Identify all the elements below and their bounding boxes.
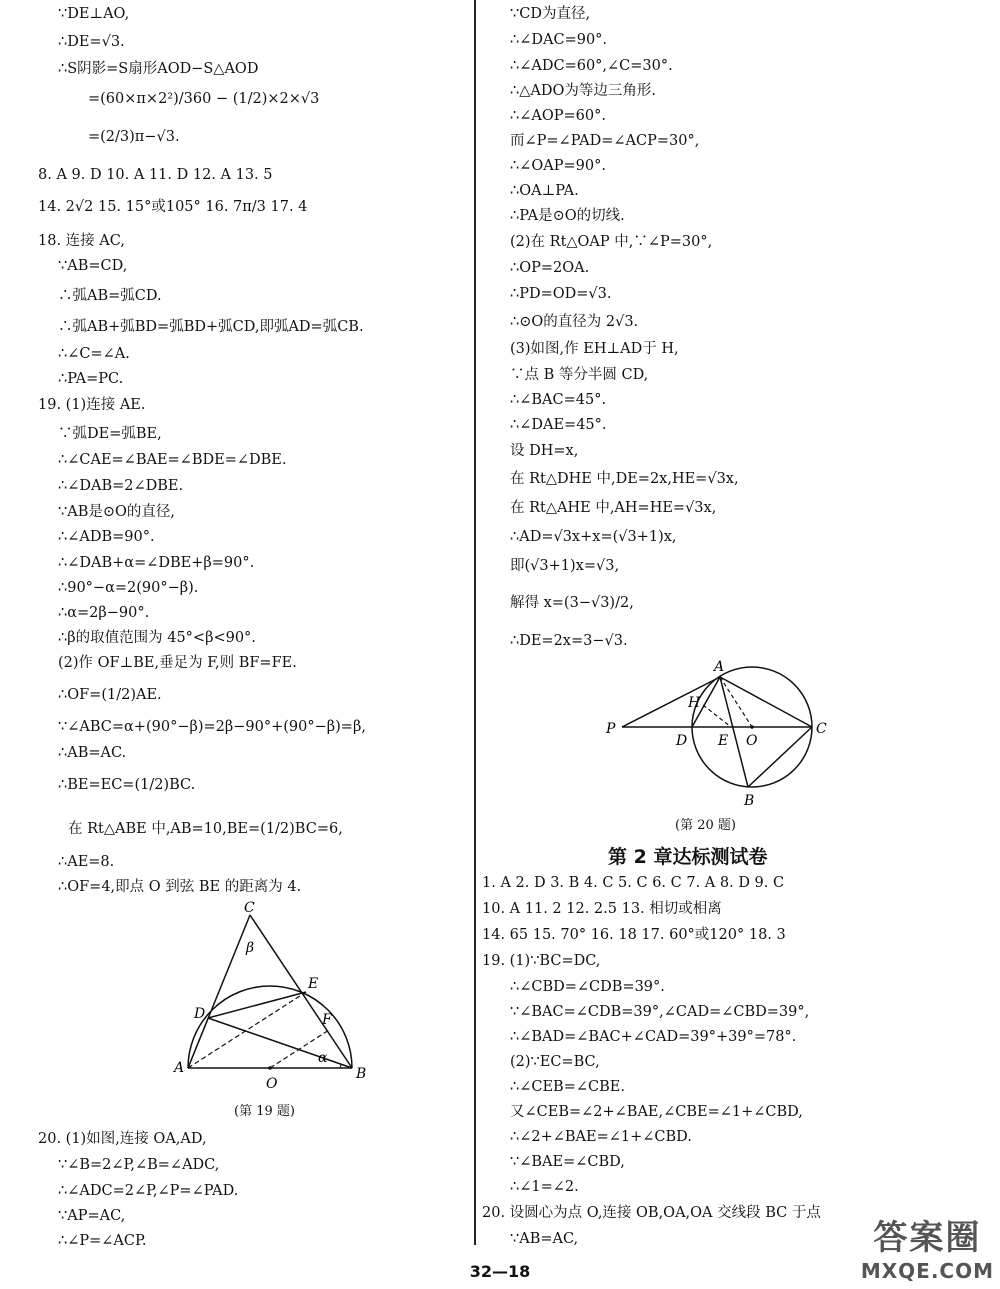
text-line: ∵AB=AC, — [510, 1231, 579, 1247]
text-line: ∴∠CEB=∠CBE. — [510, 1079, 625, 1095]
text-line: ∵点 B 等分半圆 CD, — [510, 367, 649, 383]
text-line: 19. (1)连接 AE. — [38, 397, 146, 413]
segment-he-dashed — [703, 705, 731, 727]
text-line: ∴α=2β−90°. — [58, 605, 150, 621]
text-line: 在 Rt△ABE 中,AB=10,BE=(1/2)BC=6, — [68, 821, 343, 837]
text-line: ∵∠BAC=∠CDB=39°,∠CAD=∠CBD=39°, — [510, 1004, 810, 1020]
text-line: 18. 连接 AC, — [38, 233, 125, 249]
text-line: ∵AB是⊙O的直径, — [58, 504, 175, 520]
label-alpha: α — [318, 1050, 328, 1066]
text-line: ∴OF=(1/2)AE. — [58, 687, 162, 703]
text-line: ∴β的取值范围为 45°<β<90°. — [58, 630, 256, 646]
text-line: ∴∠CBD=∠CDB=39°. — [510, 979, 665, 995]
text-line: ∴⊙O的直径为 2√3. — [510, 314, 639, 330]
text-line: ∴BE=EC=(1/2)BC. — [58, 777, 196, 793]
text-line: ∴AD=√3x+x=(√3+1)x, — [510, 529, 677, 545]
figure-19-caption: (第 19 题) — [234, 1104, 295, 1119]
label-e: E — [308, 976, 319, 992]
segment-ae-dashed — [188, 992, 306, 1068]
text-line: ∴∠P=∠ACP. — [58, 1233, 147, 1249]
text-line: ∴∠ADC=60°,∠C=30°. — [510, 58, 673, 74]
text-line: 20. (1)如图,连接 OA,AD, — [38, 1131, 207, 1147]
text-line: ∴DE=2x=3−√3. — [510, 633, 628, 649]
watermark-url: MXQE.COM — [860, 1259, 994, 1283]
answer-line: 10. A 11. 2 12. 2.5 13. 相切或相离 — [482, 901, 722, 917]
segment-cb — [250, 915, 352, 1068]
text-line: ∴DE=√3. — [58, 34, 125, 50]
text-line: ∵AP=AC, — [58, 1208, 126, 1224]
label-o: O — [746, 733, 758, 749]
text-line: 19. (1)∵BC=DC, — [482, 953, 601, 969]
text-line: ∴∠AOP=60°. — [510, 108, 606, 124]
text-line: ∵∠B=2∠P,∠B=∠ADC, — [58, 1157, 220, 1173]
label-b: B — [356, 1066, 367, 1082]
text-line: ∴∠C=∠A. — [58, 346, 130, 362]
text-line: ∴∠ADC=2∠P,∠P=∠PAD. — [58, 1183, 239, 1199]
figure-20-caption: (第 20 题) — [675, 818, 736, 833]
text-line: ∴PA是⊙O的切线. — [510, 208, 625, 224]
text-line: ∴AE=8. — [58, 854, 115, 870]
label-h: H — [688, 695, 701, 711]
text-line: ∴OF=4,即点 O 到弦 BE 的距离为 4. — [58, 879, 302, 895]
text-line: ∴∠OAP=90°. — [510, 158, 606, 174]
text-line: ∴弧AB+弧BD=弧BD+弧CD,即弧AD=弧CB. — [58, 319, 364, 335]
text-line: ∴OP=2OA. — [510, 260, 590, 276]
answer-line: 1. A 2. D 3. B 4. C 5. C 6. C 7. A 8. D 9. C — [482, 875, 785, 891]
text-line: (3)如图,作 EH⊥AD于 H, — [510, 341, 679, 357]
label-b: B — [744, 793, 755, 809]
answer-line: 8. A 9. D 10. A 11. D 12. A 13. 5 — [38, 167, 273, 183]
figure-19 — [170, 900, 410, 1100]
label-c: C — [816, 721, 827, 737]
text-line: ∴∠BAD=∠BAC+∠CAD=39°+39°=78°. — [510, 1029, 797, 1045]
text-line: ∴S阴影=S扇形AOD−S△AOD — [58, 61, 259, 77]
text-line: (2)∵EC=BC, — [510, 1054, 600, 1070]
label-beta: β — [246, 940, 255, 956]
text-line: 在 Rt△DHE 中,DE=2x,HE=√3x, — [510, 471, 739, 487]
text-line: ∴∠BAC=45°. — [510, 392, 607, 408]
text-line: ∵CD为直径, — [510, 6, 591, 22]
text-line: 即(√3+1)x=√3, — [510, 558, 620, 574]
answer-line: 14. 2√2 15. 15°或105° 16. 7π/3 17. 4 — [38, 199, 308, 215]
label-f: F — [322, 1012, 332, 1028]
label-c: C — [244, 900, 255, 916]
text-line: ∵弧DE=弧BE, — [58, 426, 162, 442]
text-line: ∵∠BAE=∠CBD, — [510, 1154, 625, 1170]
text-line: ∵∠ABC=α+(90°−β)=2β−90°+(90°−β)=β, — [58, 719, 366, 735]
text-line: ∴∠2+∠BAE=∠1+∠CBD. — [510, 1129, 692, 1145]
figure-20 — [600, 655, 920, 815]
text-line: ∴∠CAE=∠BAE=∠BDE=∠DBE. — [58, 452, 287, 468]
label-d: D — [676, 733, 688, 749]
page-number: 32—18 — [469, 1262, 531, 1281]
text-line: 又∠CEB=∠2+∠BAE,∠CBE=∠1+∠CBD, — [510, 1104, 803, 1120]
label-e: E — [718, 733, 729, 749]
column-divider — [474, 0, 476, 1245]
text-line: ∴∠DAE=45°. — [510, 417, 607, 433]
text-line: (2)作 OF⊥BE,垂足为 F,则 BF=FE. — [58, 655, 297, 671]
center-o — [750, 725, 754, 729]
text-line: 解得 x=(3−√3)/2, — [510, 595, 634, 611]
text-line: ∴弧AB=弧CD. — [58, 288, 162, 304]
segment-bc — [748, 727, 812, 787]
text-line: ∴∠ADB=90°. — [58, 529, 155, 545]
label-a: A — [714, 659, 725, 675]
text-line: ∴∠DAC=90°. — [510, 32, 608, 48]
text-line: 在 Rt△AHE 中,AH=HE=√3x, — [510, 500, 717, 516]
watermark-text: 答案圈 — [873, 1218, 982, 1258]
text-line: 设 DH=x, — [510, 443, 579, 459]
text-line: 而∠P=∠PAD=∠ACP=30°, — [510, 133, 700, 149]
text-line: 20. 设圆心为点 O,连接 OB,OA,OA 交线段 BC 于点 — [482, 1205, 821, 1221]
text-line: ∵AB=CD, — [58, 258, 128, 274]
text-line: ∴AB=AC. — [58, 745, 127, 761]
text-line: (2)在 Rt△OAP 中,∵∠P=30°, — [510, 234, 713, 250]
center-o — [268, 1066, 272, 1070]
segment-ab — [720, 677, 748, 787]
segment-de — [208, 992, 306, 1018]
text-line: ∵DE⊥AO, — [58, 6, 130, 22]
section-heading: 第 2 章达标测试卷 — [608, 846, 768, 868]
text-line: ∴∠DAB+α=∠DBE+β=90°. — [58, 555, 255, 571]
text-line: ∴OA⊥PA. — [510, 183, 579, 199]
text-line: ∴∠DAB=2∠DBE. — [58, 478, 184, 494]
segment-ac — [720, 677, 812, 727]
watermark-logo — [861, 1210, 994, 1283]
text-line: ∴PD=OD=√3. — [510, 286, 612, 302]
text-line: ∴∠1=∠2. — [510, 1179, 579, 1195]
segment-ao-dashed — [720, 677, 752, 727]
label-d: D — [194, 1006, 206, 1022]
label-a: A — [174, 1060, 185, 1076]
text-line: ∴PA=PC. — [58, 371, 124, 387]
label-p: P — [606, 721, 616, 737]
text-line: ∴90°−α=2(90°−β). — [58, 580, 199, 596]
answer-line: 14. 65 15. 70° 16. 18 17. 60°或120° 18. 3 — [482, 927, 786, 943]
text-line: ∴△ADO为等边三角形. — [510, 83, 656, 99]
text-line: =(2/3)π−√3. — [88, 129, 180, 145]
text-line: =(60×π×2²)/360 − (1/2)×2×√3 — [88, 91, 320, 107]
label-o: O — [266, 1076, 278, 1092]
